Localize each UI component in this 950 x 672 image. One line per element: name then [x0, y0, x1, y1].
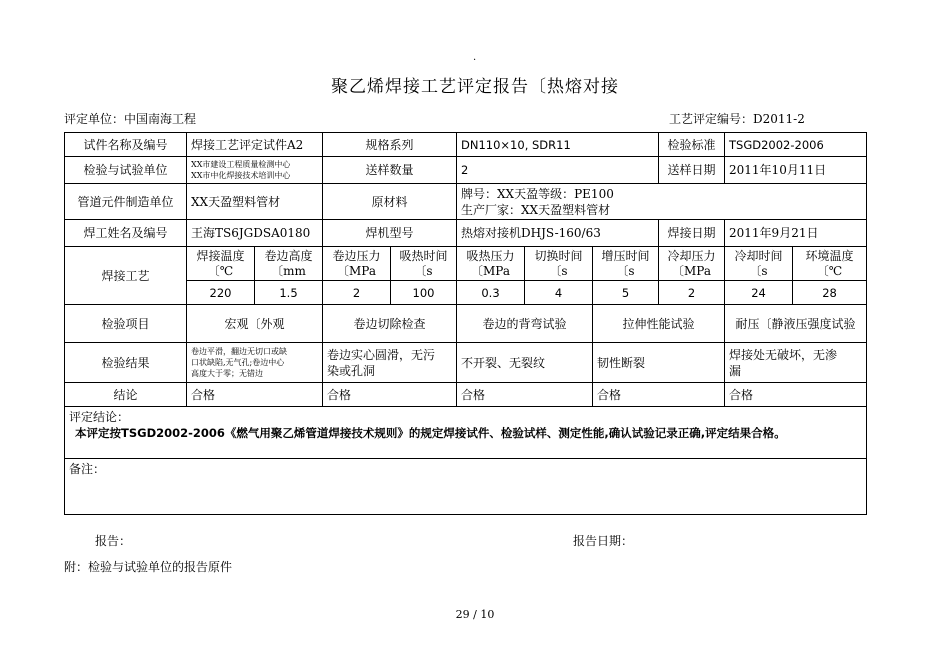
cell-result-visual: [187, 343, 323, 383]
table-row-manufacturer: [65, 184, 867, 220]
result-visual-line-3: 高度大于零；无错边: [191, 369, 263, 378]
report-date-label: 报告日期：: [573, 534, 634, 548]
param-unit: 〔s: [616, 263, 635, 278]
cell-specimen-label: 试件名称及编号: [65, 133, 187, 157]
result-trim-line-2: 染或孔洞: [327, 363, 376, 378]
cell-spec-label: 规格系列: [323, 133, 457, 157]
cell-welder-value: 王海TS6JGDSA0180: [187, 220, 323, 247]
result-pressure-line-2: 漏: [729, 363, 742, 378]
cell-param-header: [457, 247, 525, 281]
cell-conclusion-label: 结论: [65, 383, 187, 407]
table-row-process-header: [65, 247, 867, 281]
report-table: [64, 132, 867, 515]
cell-evaluation: [65, 407, 867, 459]
cell-param-value: 1.5: [255, 281, 323, 305]
attachment-note: 附：检验与试验单位的报告原件: [64, 560, 233, 574]
cell-param-value: 2: [323, 281, 391, 305]
param-name: 焊接温度: [196, 248, 245, 263]
cell-machine-value: 热熔对接机DHJS-160/63: [457, 220, 659, 247]
cell-inspection-item: 拉伸性能试验: [593, 305, 725, 343]
material-grade: 牌号：XX天盈等级：PE100: [461, 186, 614, 201]
table-row-welder: [65, 220, 867, 247]
cell-param-header: [793, 247, 867, 281]
table-row-results: [65, 343, 867, 383]
cell-manufacturer-value: XX天盈塑料管材: [187, 184, 323, 220]
cell-material-value: [457, 184, 867, 220]
table-row-test-unit: [65, 157, 867, 184]
cell-result-trim: [323, 343, 457, 383]
cell-param-header: [525, 247, 593, 281]
cell-manufacturer-label: 管道元件制造单位: [65, 184, 187, 220]
cell-param-value: 4: [525, 281, 593, 305]
cell-param-value: 24: [725, 281, 793, 305]
param-name: 增压时间: [601, 248, 650, 263]
param-unit: 〔s: [414, 263, 433, 278]
cell-result-bend: 不开裂、无裂纹: [457, 343, 593, 383]
param-unit: 〔MPa: [471, 263, 510, 278]
cell-conclusion-value: 合格: [725, 383, 867, 407]
cell-conclusion-value: 合格: [187, 383, 323, 407]
param-name: 切换时间: [534, 248, 583, 263]
cell-sample-date-value: 2011年10月11日: [725, 157, 867, 184]
cell-test-unit-value: [187, 157, 323, 184]
cell-param-header: [255, 247, 323, 281]
cell-param-header: [323, 247, 391, 281]
reporter-label: 报告：: [95, 534, 132, 548]
param-unit: 〔MPa: [672, 263, 711, 278]
evaluation-label: 评定结论：: [69, 410, 130, 424]
cell-param-value: 5: [593, 281, 659, 305]
param-name: 冷却压力: [667, 248, 716, 263]
param-unit: 〔℃: [816, 263, 843, 278]
cell-param-header: [593, 247, 659, 281]
cell-welder-label: 焊工姓名及编号: [65, 220, 187, 247]
cell-inspection-item: 卷边的背弯试验: [457, 305, 593, 343]
cell-inspection-item: 宏观〔外观: [187, 305, 323, 343]
cell-param-value: 0.3: [457, 281, 525, 305]
cell-sample-qty-value: 2: [457, 157, 659, 184]
param-name: 卷边压力: [332, 248, 381, 263]
cell-results-label: 检验结果: [65, 343, 187, 383]
cell-conclusion-value: 合格: [593, 383, 725, 407]
cell-standard-label: 检验标准: [659, 133, 725, 157]
param-unit: 〔s: [749, 263, 768, 278]
param-name: 环境温度: [805, 248, 854, 263]
report-title: 聚乙烯焊接工艺评定报告〔热熔对接: [331, 77, 619, 97]
test-unit-line-2: XX市中化焊接技术培训中心: [191, 171, 291, 180]
cell-result-tensile: 韧性断裂: [593, 343, 725, 383]
cell-param-header: [187, 247, 255, 281]
cell-process-label: 焊接工艺: [65, 247, 187, 305]
material-maker: 生产厂家：XX天盈塑料管材: [461, 202, 611, 217]
cell-param-header: [659, 247, 725, 281]
param-name: 吸热时间: [399, 248, 448, 263]
cell-param-value: 28: [793, 281, 867, 305]
table-row-remarks: [65, 459, 867, 515]
cell-inspection-item: 卷边切除检查: [323, 305, 457, 343]
param-unit: 〔℃: [207, 263, 234, 278]
cell-param-header: [391, 247, 457, 281]
cell-sample-date-label: 送样日期: [659, 157, 725, 184]
param-unit: 〔MPa: [337, 263, 376, 278]
cell-test-unit-label: 检验与试验单位: [65, 157, 187, 184]
evaluation-text: 本评定按TSGD2002-2006《燃气用聚乙烯管道焊接技术规则》的规定焊接试件、检验试样、测定性能,确认试验记录正确,评定结果合格。: [75, 426, 786, 440]
header-dot: .: [473, 52, 477, 63]
cell-param-value: 100: [391, 281, 457, 305]
param-name: 冷却时间: [734, 248, 783, 263]
cell-spec-value: DN110×10, SDR11: [457, 133, 659, 157]
cell-conclusion-value: 合格: [323, 383, 457, 407]
cell-material-label: 原材料: [323, 184, 457, 220]
table-row-specimen: [65, 133, 867, 157]
page-number: 29 / 10: [455, 608, 495, 621]
cell-param-header: [725, 247, 793, 281]
cell-sample-qty-label: 送样数量: [323, 157, 457, 184]
cell-param-value: 220: [187, 281, 255, 305]
table-row-inspection-items: [65, 305, 867, 343]
cell-remarks: [65, 459, 867, 515]
result-pressure-line-1: 焊接处无破坏，无渗: [729, 347, 838, 362]
cell-weld-date-value: 2011年9月21日: [725, 220, 867, 247]
cell-result-pressure: [725, 343, 867, 383]
param-name: 卷边高度: [264, 248, 313, 263]
cell-machine-label: 焊机型号: [323, 220, 457, 247]
cell-inspection-label: 检验项目: [65, 305, 187, 343]
test-unit-line-1: XX市建设工程质量检测中心: [191, 160, 291, 169]
result-trim-line-1: 卷边实心圆滑，无污: [327, 347, 436, 362]
cell-specimen-value: 焊接工艺评定试件A2: [187, 133, 323, 157]
param-unit: 〔mm: [271, 263, 306, 278]
remarks-label: 备注：: [69, 462, 106, 476]
param-name: 吸热压力: [466, 248, 515, 263]
cell-conclusion-value: 合格: [457, 383, 593, 407]
param-unit: 〔s: [549, 263, 568, 278]
evaluation-code: 工艺评定编号：D2011-2: [669, 112, 805, 126]
cell-inspection-item: 耐压〔静液压强度试验: [725, 305, 867, 343]
table-row-conclusion: [65, 383, 867, 407]
cell-param-value: 2: [659, 281, 725, 305]
cell-standard-value: TSGD2002-2006: [725, 133, 867, 157]
result-visual-line-1: 卷边平滑，翻边无切口或缺: [191, 347, 287, 356]
result-visual-line-2: 口状缺陷,无气孔;卷边中心: [191, 358, 285, 367]
table-row-evaluation: [65, 407, 867, 459]
cell-weld-date-label: 焊接日期: [659, 220, 725, 247]
evaluation-unit: 评定单位：中国南海工程: [64, 112, 197, 126]
